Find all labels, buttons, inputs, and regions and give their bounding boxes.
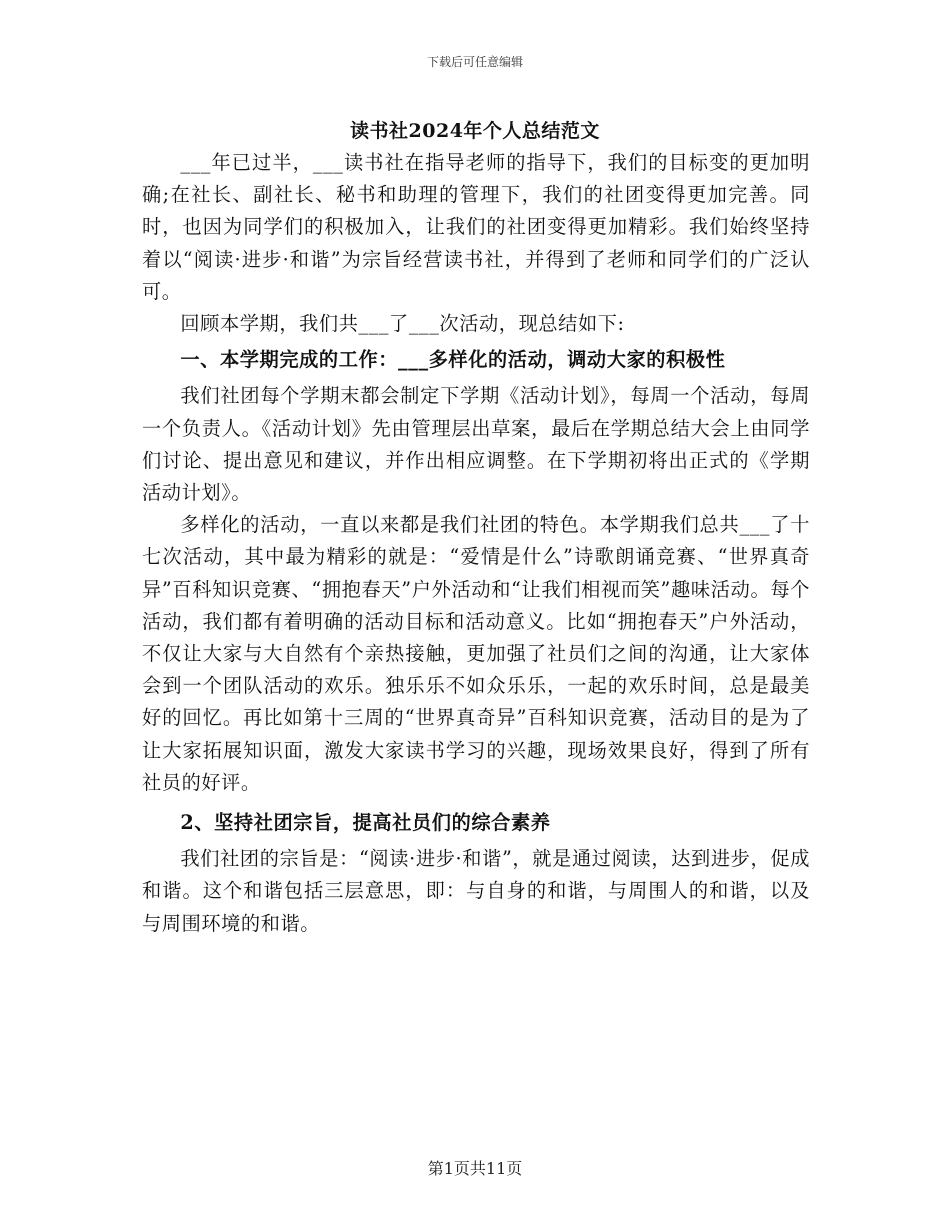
- paragraph-plan: 我们社团每个学期末都会制定下学期《活动计划》，每周一个活动，每周一个负责人。《活动计划》先由管理层出草案，最后在学期总结大会上由同学们讨论、提出意见和建议，并作出相应调整。在下学期初将出正式的《学期活动计划》。: [142, 384, 810, 505]
- paragraph-review: 回顾本学期，我们共___了___次活动，现总结如下:: [180, 312, 625, 336]
- paragraph-activities: 多样化的活动，一直以来都是我们社团的特色。本学期我们总共___了十七次活动，其中最为精彩的就是：“爱情是什么”诗歌朗诵竞赛、“世界真奇异”百科知识竞赛、“拥抱春天”户外活动和“让我们相视而笑”趣味活动。每个活动，我们都有着明确的活动目标和活动意义。比如“拥抱春天”户外活动，不仅让大家与大自然有个亲热接触，更加强了社员们之间的沟通，让大家体会到一个团队活动的欢乐。独乐乐不如众乐乐，一起的欢乐时间，总是最美好的回忆。再比如第十三周的“世界真奇异”百科知识竞赛，活动目的是为了让大家拓展知识面，激发大家读书学习的兴趣，现场效果良好，得到了所有社员的好评。: [142, 513, 810, 794]
- section-heading-1: 一、本学期完成的工作：___多样化的活动，调动大家的积极性: [180, 348, 726, 372]
- paragraph-purpose: 我们社团的宗旨是：“阅读·进步·和谐”，就是通过阅读，达到进步，促成和谐。这个和谐包括三层意思，即：与自身的和谐，与周围人的和谐，以及与周围环境的和谐。: [142, 847, 810, 935]
- page-number: 第1页共11页: [427, 1159, 523, 1178]
- document-title: 读书社2024年个人总结范文: [350, 120, 600, 142]
- paragraph-intro: ___年已过半，___读书社在指导老师的指导下，我们的目标变的更加明确;在社长、副社长、秘书和助理的管理下，我们的社团变得更加完善。同时，也因为同学们的积极加入，让我们的社团变得更加精彩。我们始终坚持着以“阅读·进步·和谐”为宗旨经营读书社，并得到了老师和同学们的广泛认可。: [142, 151, 810, 303]
- header-note: 下载后可任意编辑: [426, 55, 523, 69]
- document-body: [142, 147, 810, 940]
- section-heading-2: 2、坚持社团宗旨，提高社员们的综合素养: [180, 811, 551, 835]
